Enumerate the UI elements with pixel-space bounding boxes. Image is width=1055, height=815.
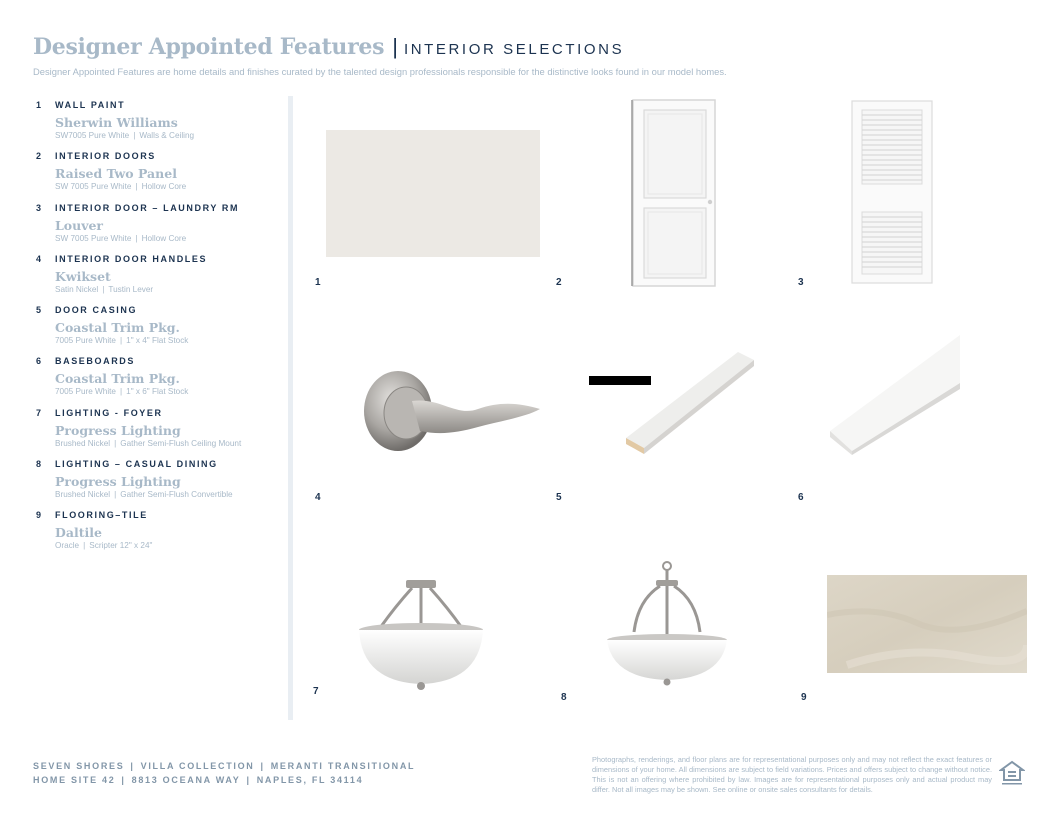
photo-number-1: 1 bbox=[315, 277, 321, 288]
item-detail-b: Gather Semi-Flush Convertible bbox=[120, 490, 233, 500]
item-detail bbox=[55, 182, 186, 191]
item-category: FLOORING–TILE bbox=[55, 510, 148, 521]
community-line bbox=[33, 759, 415, 773]
item-detail bbox=[55, 490, 233, 499]
photo-number-2: 2 bbox=[556, 277, 562, 288]
page-header bbox=[33, 34, 624, 60]
selection-item-lighting-foyer bbox=[36, 408, 286, 459]
foyer-light-image bbox=[354, 578, 488, 692]
item-number: 6 bbox=[36, 356, 42, 367]
selection-item-baseboards bbox=[36, 356, 286, 407]
louver-door-image bbox=[851, 100, 933, 284]
item-detail-a: Brushed Nickel bbox=[55, 438, 111, 448]
raised-panel-door-image bbox=[630, 98, 718, 288]
item-detail bbox=[55, 387, 188, 396]
item-detail bbox=[55, 439, 241, 448]
item-name: Kwikset bbox=[55, 268, 111, 284]
item-detail bbox=[55, 234, 186, 243]
selection-item-lighting-dining bbox=[36, 459, 286, 510]
detail-pipe: | bbox=[135, 182, 138, 192]
footer-pipe: | bbox=[246, 775, 251, 785]
item-category: LIGHTING – CASUAL DINING bbox=[55, 459, 218, 470]
photo-number-5: 5 bbox=[556, 492, 562, 503]
home-site: HOME SITE 42 bbox=[33, 775, 116, 785]
item-detail-b: Hollow Core bbox=[141, 233, 187, 243]
item-name: Progress Lighting bbox=[55, 474, 181, 490]
item-detail bbox=[55, 131, 194, 140]
photo-number-8: 8 bbox=[561, 692, 567, 703]
equal-housing-icon bbox=[999, 760, 1025, 786]
item-detail-b: Walls & Ceiling bbox=[139, 131, 195, 140]
item-detail-b: 1" x 6" Flat Stock bbox=[126, 387, 189, 397]
style-name: MERANTI TRANSITIONAL bbox=[270, 761, 416, 771]
community-name: SEVEN SHORES bbox=[33, 761, 125, 771]
item-category: INTERIOR DOOR – LAUNDRY RM bbox=[55, 202, 240, 213]
item-number: 1 bbox=[36, 100, 42, 110]
item-category: BASEBOARDS bbox=[55, 356, 136, 367]
detail-pipe: | bbox=[120, 387, 123, 397]
item-number: 9 bbox=[36, 510, 42, 521]
item-number: 7 bbox=[36, 407, 42, 418]
item-detail-b: Scripter 12" x 24" bbox=[89, 541, 153, 551]
item-name: Sherwin Williams bbox=[55, 115, 178, 130]
address-line bbox=[33, 773, 415, 787]
item-name: Raised Two Panel bbox=[55, 166, 177, 182]
item-number: 4 bbox=[36, 253, 42, 264]
item-category: WALL PAINT bbox=[55, 100, 126, 110]
intro-text: Designer Appointed Features are home details and finishes curated by the talented design professionals responsible for the distinctive looks found in our model homes. bbox=[33, 66, 727, 77]
selection-item-door-casing bbox=[36, 305, 286, 356]
item-name: Coastal Trim Pkg. bbox=[55, 371, 180, 387]
photo-number-9: 9 bbox=[801, 692, 807, 703]
selection-item-laundry-door bbox=[36, 203, 286, 254]
selection-item-flooring-tile bbox=[36, 510, 286, 561]
detail-pipe: | bbox=[133, 131, 136, 140]
legal-disclaimer: Photographs, renderings, and floor plans are for representational purposes only and may not reflect the exact features or dimensions of your home. All dimensions are subject to field variations. Prices and offers subject to change without notice. This is not an offering where prohibited by law. Images are for representational purposes only and actual product may differ. Not all images may be shown. See online or onsite sales consultants for details. bbox=[592, 755, 992, 794]
community-address bbox=[33, 759, 415, 787]
street-address: 8813 OCEANA WAY bbox=[131, 775, 241, 785]
paint-swatch-image bbox=[326, 130, 540, 257]
detail-pipe: | bbox=[114, 490, 117, 500]
detail-pipe: | bbox=[120, 336, 123, 346]
photo-number-6: 6 bbox=[798, 492, 804, 503]
item-detail-a: SW7005 Pure White bbox=[55, 131, 130, 140]
detail-pipe: | bbox=[114, 438, 117, 448]
item-detail-a: Brushed Nickel bbox=[55, 490, 111, 500]
item-number: 2 bbox=[36, 151, 42, 162]
item-detail bbox=[55, 285, 153, 294]
selection-item-wall-paint bbox=[36, 100, 286, 151]
item-detail-b: Gather Semi-Flush Ceiling Mount bbox=[120, 438, 242, 448]
footer-pipe: | bbox=[130, 761, 135, 771]
item-number: 5 bbox=[36, 305, 42, 316]
item-name: Progress Lighting bbox=[55, 422, 181, 438]
item-category: INTERIOR DOORS bbox=[55, 151, 156, 162]
item-detail-a: SW 7005 Pure White bbox=[55, 182, 132, 192]
item-category: INTERIOR DOOR HANDLES bbox=[55, 253, 208, 264]
column-divider bbox=[288, 96, 293, 720]
item-name: Louver bbox=[55, 217, 104, 233]
item-detail-a: 7005 Pure White bbox=[55, 387, 116, 397]
detail-pipe: | bbox=[102, 284, 105, 294]
item-name: Daltile bbox=[55, 525, 102, 541]
item-detail bbox=[55, 336, 188, 345]
detail-pipe: | bbox=[135, 233, 138, 243]
item-number: 3 bbox=[36, 202, 42, 213]
selection-list bbox=[36, 100, 286, 562]
item-detail-a: 7005 Pure White bbox=[55, 336, 116, 346]
footer-pipe: | bbox=[260, 761, 265, 771]
detail-pipe: | bbox=[83, 541, 86, 551]
photo-number-4: 4 bbox=[315, 492, 321, 503]
item-name: Coastal Trim Pkg. bbox=[55, 320, 180, 336]
collection-name: VILLA COLLECTION bbox=[140, 761, 255, 771]
item-detail-a: Satin Nickel bbox=[55, 284, 99, 294]
city-state-zip: NAPLES, FL 34114 bbox=[256, 775, 364, 785]
item-detail bbox=[55, 541, 152, 550]
item-detail-b: Hollow Core bbox=[141, 182, 187, 192]
photo-number-7: 7 bbox=[313, 686, 319, 697]
floor-tile-image bbox=[827, 575, 1027, 673]
title-separator: | bbox=[392, 34, 398, 59]
door-casing-image bbox=[588, 350, 758, 454]
footer-pipe: | bbox=[121, 775, 126, 785]
baseboard-image bbox=[828, 333, 962, 455]
item-number: 8 bbox=[36, 459, 42, 470]
item-detail-a: SW 7005 Pure White bbox=[55, 233, 132, 243]
photo-number-3: 3 bbox=[798, 277, 804, 288]
dining-light-image bbox=[604, 560, 730, 688]
page-subtitle: INTERIOR SELECTIONS bbox=[403, 41, 625, 58]
item-category: DOOR CASING bbox=[55, 305, 138, 316]
selection-item-interior-doors bbox=[36, 151, 286, 202]
item-detail-a: Oracle bbox=[55, 541, 80, 551]
door-lever-image bbox=[360, 365, 544, 461]
item-category: LIGHTING - FOYER bbox=[55, 407, 163, 418]
page-title: Designer Appointed Features bbox=[33, 34, 385, 60]
item-detail-b: Tustin Lever bbox=[108, 284, 154, 294]
item-detail-b: 1" x 4" Flat Stock bbox=[126, 336, 189, 346]
selection-item-door-handles bbox=[36, 254, 286, 305]
